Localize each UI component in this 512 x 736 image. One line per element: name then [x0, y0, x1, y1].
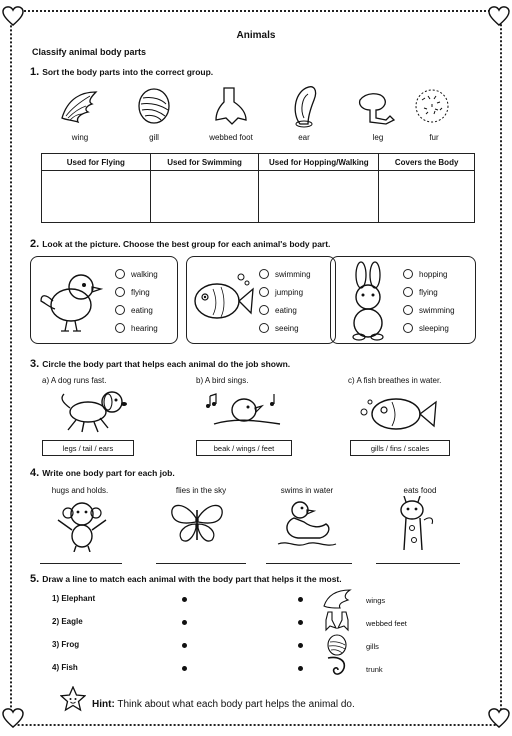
rabbit-panel [330, 256, 476, 344]
wing-icon [58, 88, 100, 126]
item-label: fur [429, 133, 439, 142]
rabbit-icon [341, 261, 397, 341]
job-label: hugs and holds. [51, 486, 109, 495]
item-label: wing [71, 133, 89, 142]
butterfly-icon [168, 500, 226, 546]
hint-text: Hint: Think about what each body part helps the animal do. [92, 699, 355, 710]
gill-icon [134, 86, 174, 126]
job-label: flies in the sky [175, 486, 227, 495]
heart-icon [488, 708, 510, 728]
part-label: wings [366, 596, 386, 605]
fish-panel [186, 256, 336, 344]
item-label: webbed foot [209, 133, 253, 142]
match-dot[interactable] [182, 597, 187, 602]
question-1: 1. Sort the body parts into the correct group. [30, 66, 214, 78]
bird-icon [39, 267, 105, 335]
match-dot[interactable] [298, 643, 303, 648]
option-radio[interactable]: seeing [259, 323, 299, 333]
question-4: 4. Write one body part for each job. [30, 467, 175, 479]
choice-box[interactable]: beak / wings / feet [196, 440, 292, 456]
option-radio[interactable]: eating [115, 305, 153, 315]
job-label: swims in water [280, 486, 334, 495]
fur-icon [412, 86, 452, 126]
item-caption: c) A fish breathes in water. [348, 376, 442, 385]
dog-icon [54, 388, 136, 434]
option-radio[interactable]: flying [403, 287, 438, 297]
match-dot[interactable] [298, 620, 303, 625]
item-label: leg [372, 133, 384, 142]
answer-line[interactable] [376, 563, 460, 564]
heart-icon [2, 6, 24, 26]
option-radio[interactable]: swimming [403, 305, 455, 315]
part-label: gills [366, 642, 379, 651]
heart-icon [2, 708, 24, 728]
job-label: eats food [403, 486, 437, 495]
match-dot[interactable] [182, 620, 187, 625]
answer-cell[interactable] [379, 171, 475, 223]
answer-line[interactable] [156, 563, 246, 564]
choice-box[interactable]: legs / tail / ears [42, 440, 134, 456]
question-2: 2. Look at the picture. Choose the best group for each animal's body part. [30, 238, 331, 250]
answer-cell[interactable] [150, 171, 259, 223]
trunk-icon [324, 656, 350, 680]
sort-table [41, 153, 475, 223]
part-label: webbed feet [366, 619, 407, 628]
option-radio[interactable]: hearing [115, 323, 158, 333]
column-header: Used for Swimming [150, 154, 259, 171]
page-title: Animals [236, 30, 276, 41]
match-dot[interactable] [182, 643, 187, 648]
animal-label: 1) Elephant [52, 594, 96, 603]
answer-line[interactable] [40, 563, 122, 564]
question-5: 5. Draw a line to match each animal with the body part that helps it the most. [30, 573, 342, 585]
match-dot[interactable] [298, 597, 303, 602]
duck-icon [276, 498, 338, 550]
bird-singing-icon [204, 388, 288, 436]
webbed-feet-icon [324, 610, 350, 634]
option-radio[interactable]: jumping [259, 287, 303, 297]
option-radio[interactable]: sleeping [403, 323, 449, 333]
answer-cell[interactable] [42, 171, 151, 223]
item-label: ear [298, 133, 310, 142]
answer-cell[interactable] [259, 171, 379, 223]
item-caption: b) A bird sings. [196, 376, 249, 385]
page-subtitle: Classify animal body parts [32, 47, 147, 57]
item-label: gill [149, 133, 159, 142]
animal-label: 2) Eagle [52, 617, 83, 626]
option-radio[interactable]: walking [115, 269, 158, 279]
column-header: Used for Flying [42, 154, 151, 171]
column-header: Used for Hopping/Walking [259, 154, 379, 171]
question-3: 3. Circle the body part that helps each animal do the job shown. [30, 358, 291, 370]
webbed-foot-icon [212, 86, 248, 128]
fish-icon [189, 271, 255, 329]
ear-icon [286, 84, 322, 128]
bird-panel [30, 256, 178, 344]
animal-label: 4) Fish [52, 663, 78, 672]
option-radio[interactable]: eating [259, 305, 297, 315]
match-dot[interactable] [298, 666, 303, 671]
option-radio[interactable]: hopping [403, 269, 447, 279]
fish-breathing-icon [356, 386, 442, 436]
monkey-icon [54, 498, 110, 552]
match-dot[interactable] [182, 666, 187, 671]
option-radio[interactable]: swimming [259, 269, 311, 279]
heart-icon [488, 6, 510, 26]
gills-icon [326, 634, 348, 656]
part-label: trunk [366, 665, 383, 674]
wings-icon [322, 588, 352, 610]
choice-box[interactable]: gills / fins / scales [350, 440, 450, 456]
leg-icon [356, 88, 398, 126]
star-icon [60, 686, 86, 712]
column-header: Covers the Body [379, 154, 475, 171]
option-radio[interactable]: flying [115, 287, 150, 297]
item-caption: a) A dog runs fast. [42, 376, 107, 385]
animal-label: 3) Frog [52, 640, 80, 649]
giraffe-icon [390, 496, 436, 552]
answer-line[interactable] [266, 563, 352, 564]
